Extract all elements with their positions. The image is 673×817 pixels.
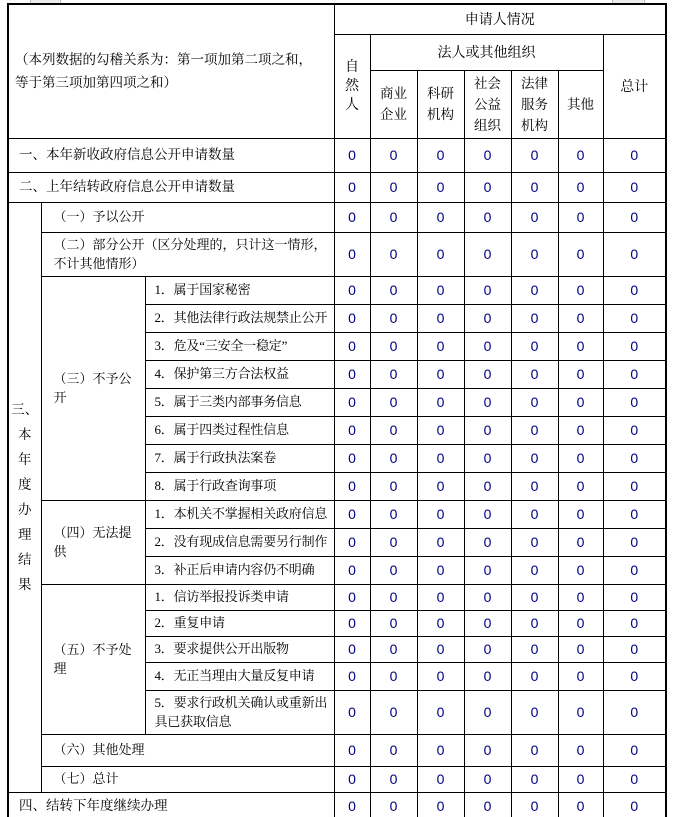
value-cell: 0 [511,172,558,202]
item-label: 2．重复申请 [145,610,334,636]
value-cell: 0 [558,734,603,766]
value-cell: 0 [603,388,666,416]
value-cell: 0 [603,636,666,662]
header-row-1 [8,4,666,34]
value-cell: 0 [334,766,370,792]
value-cell: 0 [370,202,417,232]
value-cell: 0 [511,472,558,500]
row-two-label: 二、上年结转政府信息公开申请数量 [8,172,334,202]
col-header-total: 总计 [603,34,666,138]
report-table [7,3,667,817]
table-row [8,276,666,304]
value-cell: 0 [603,792,666,817]
value-cell: 0 [511,528,558,556]
value-cell: 0 [603,556,666,584]
value-cell: 0 [603,584,666,610]
value-cell: 0 [558,388,603,416]
value-cell: 0 [370,636,417,662]
value-cell: 0 [334,388,370,416]
value-cell: 0 [334,690,370,734]
value-cell: 0 [558,584,603,610]
value-cell: 0 [334,792,370,817]
value-cell: 0 [370,416,417,444]
value-cell: 0 [603,444,666,472]
value-cell: 0 [464,332,511,360]
value-cell: 0 [511,304,558,332]
value-cell: 0 [417,472,464,500]
value-cell: 0 [603,172,666,202]
value-cell: 0 [417,360,464,388]
value-cell: 0 [334,332,370,360]
value-cell: 0 [370,528,417,556]
value-cell: 0 [511,556,558,584]
value-cell: 0 [417,556,464,584]
value-cell: 0 [370,276,417,304]
value-cell: 0 [511,766,558,792]
value-cell: 0 [558,202,603,232]
value-cell: 0 [558,360,603,388]
item-label: 2．没有现成信息需要另行制作 [145,528,334,556]
value-cell: 0 [334,304,370,332]
table-body [8,138,666,817]
value-cell: 0 [417,232,464,276]
value-cell: 0 [603,734,666,766]
value-cell: 0 [558,662,603,690]
table-row [8,232,666,276]
value-cell: 0 [558,792,603,817]
legal-org-header: 法人或其他组织 [370,34,603,70]
value-cell: 0 [558,172,603,202]
item-label: 3．补正后申请内容仍不明确 [145,556,334,584]
value-cell: 0 [603,416,666,444]
value-cell: 0 [417,610,464,636]
value-cell: 0 [558,276,603,304]
value-cell: 0 [370,388,417,416]
value-cell: 0 [417,636,464,662]
value-cell: 0 [334,444,370,472]
section-three-label: 三、 本 年 度 办 理 结 果 [8,202,41,792]
value-cell: 0 [334,662,370,690]
item-label: 5．要求行政机关确认或重新出具已获取信息 [145,690,334,734]
value-cell: 0 [334,472,370,500]
table-row [8,734,666,766]
col-header-natural-person: 自 然 人 [334,34,370,138]
col-header-commercial: 商业企业 [370,70,417,138]
value-cell: 0 [334,138,370,172]
value-cell: 0 [464,766,511,792]
value-cell: 0 [558,444,603,472]
value-cell: 0 [417,138,464,172]
group-label: （六）其他处理 [41,734,334,766]
group-label: （二）部分公开（区分处理的，只计这一情形，不计其他情形） [41,232,334,276]
value-cell: 0 [558,766,603,792]
value-cell: 0 [464,690,511,734]
table-row [8,172,666,202]
value-cell: 0 [334,232,370,276]
value-cell: 0 [603,472,666,500]
value-cell: 0 [464,472,511,500]
value-cell: 0 [603,528,666,556]
item-label: 4．保护第三方合法权益 [145,360,334,388]
item-label: 7．属于行政执法案卷 [145,444,334,472]
value-cell: 0 [511,444,558,472]
value-cell: 0 [334,610,370,636]
value-cell: 0 [370,444,417,472]
table-row [8,202,666,232]
value-cell: 0 [558,556,603,584]
group-label: （三）不予公开 [41,276,145,500]
value-cell: 0 [464,528,511,556]
value-cell: 0 [558,138,603,172]
value-cell: 0 [603,766,666,792]
value-cell: 0 [511,202,558,232]
value-cell: 0 [464,636,511,662]
value-cell: 0 [464,172,511,202]
value-cell: 0 [464,232,511,276]
value-cell: 0 [334,360,370,388]
value-cell: 0 [334,202,370,232]
col-header-other: 其他 [558,70,603,138]
value-cell: 0 [417,202,464,232]
item-label: 1．本机关不掌握相关政府信息 [145,500,334,528]
value-cell: 0 [603,138,666,172]
value-cell: 0 [370,304,417,332]
value-cell: 0 [511,610,558,636]
value-cell: 0 [417,332,464,360]
item-label: 3．危及“三安全一稳定” [145,332,334,360]
value-cell: 0 [511,360,558,388]
table-row [8,766,666,792]
value-cell: 0 [417,766,464,792]
value-cell: 0 [370,138,417,172]
value-cell: 0 [417,690,464,734]
value-cell: 0 [417,276,464,304]
value-cell: 0 [370,584,417,610]
value-cell: 0 [370,172,417,202]
value-cell: 0 [464,584,511,610]
value-cell: 0 [370,766,417,792]
item-label: 1．属于国家秘密 [145,276,334,304]
value-cell: 0 [464,202,511,232]
item-label: 2．其他法律行政法规禁止公开 [145,304,334,332]
value-cell: 0 [511,500,558,528]
value-cell: 0 [370,792,417,817]
note-line-2: 等于第三项加第四项之和） [15,75,177,91]
item-label: 1．信访举报投诉类申请 [145,584,334,610]
value-cell: 0 [370,500,417,528]
col-header-research: 科研机构 [417,70,464,138]
item-label: 3．要求提供公开出版物 [145,636,334,662]
value-cell: 0 [417,662,464,690]
value-cell: 0 [464,138,511,172]
value-cell: 0 [464,556,511,584]
value-cell: 0 [370,556,417,584]
value-cell: 0 [417,528,464,556]
value-cell: 0 [464,276,511,304]
col-header-social-welfare: 社会公益组织 [464,70,511,138]
value-cell: 0 [464,792,511,817]
item-label: 5．属于三类内部事务信息 [145,388,334,416]
table-row [8,792,666,817]
table-row [8,138,666,172]
value-cell: 0 [417,304,464,332]
value-cell: 0 [370,232,417,276]
value-cell: 0 [464,388,511,416]
value-cell: 0 [417,584,464,610]
row-one-label: 一、本年新收政府信息公开申请数量 [8,138,334,172]
table-row [8,584,666,610]
value-cell: 0 [370,734,417,766]
value-cell: 0 [370,662,417,690]
value-cell: 0 [464,416,511,444]
value-cell: 0 [558,304,603,332]
value-cell: 0 [464,444,511,472]
value-cell: 0 [334,584,370,610]
value-cell: 0 [417,388,464,416]
value-cell: 0 [603,662,666,690]
value-cell: 0 [334,734,370,766]
value-cell: 0 [558,332,603,360]
value-cell: 0 [603,202,666,232]
value-cell: 0 [370,332,417,360]
value-cell: 0 [417,444,464,472]
value-cell: 0 [334,556,370,584]
value-cell: 0 [464,304,511,332]
value-cell: 0 [558,472,603,500]
value-cell: 0 [334,172,370,202]
value-cell: 0 [511,276,558,304]
value-cell: 0 [417,734,464,766]
note-cell [8,4,334,138]
applicant-header: 申请人情况 [334,4,666,34]
value-cell: 0 [370,610,417,636]
value-cell: 0 [603,304,666,332]
group-label: （四）无法提供 [41,500,145,584]
value-cell: 0 [464,360,511,388]
value-cell: 0 [603,500,666,528]
value-cell: 0 [558,416,603,444]
item-label: 6．属于四类过程性信息 [145,416,334,444]
value-cell: 0 [464,662,511,690]
value-cell: 0 [417,416,464,444]
group-label: （七）总计 [41,766,334,792]
value-cell: 0 [334,416,370,444]
value-cell: 0 [417,172,464,202]
value-cell: 0 [558,690,603,734]
group-label: （五）不予处理 [41,584,145,734]
value-cell: 0 [334,528,370,556]
value-cell: 0 [417,792,464,817]
value-cell: 0 [370,360,417,388]
value-cell: 0 [334,276,370,304]
value-cell: 0 [558,636,603,662]
value-cell: 0 [511,690,558,734]
value-cell: 0 [603,360,666,388]
value-cell: 0 [558,610,603,636]
value-cell: 0 [511,662,558,690]
group-label: （一）予以公开 [41,202,334,232]
value-cell: 0 [603,610,666,636]
value-cell: 0 [511,636,558,662]
value-cell: 0 [464,500,511,528]
value-cell: 0 [603,276,666,304]
value-cell: 0 [334,500,370,528]
value-cell: 0 [417,500,464,528]
value-cell: 0 [511,734,558,766]
value-cell: 0 [334,636,370,662]
item-label: 4．无正当理由大量反复申请 [145,662,334,690]
value-cell: 0 [511,416,558,444]
value-cell: 0 [511,792,558,817]
value-cell: 0 [511,584,558,610]
value-cell: 0 [603,332,666,360]
value-cell: 0 [511,232,558,276]
note-line-1: （本列数据的勾稽关系为：第一项加第二项之和， [15,51,312,67]
value-cell: 0 [558,232,603,276]
value-cell: 0 [511,388,558,416]
table-row [8,500,666,528]
col-header-legal-service: 法律服务机构 [511,70,558,138]
value-cell: 0 [464,610,511,636]
row-four-label: 四、结转下年度继续办理 [8,792,334,817]
value-cell: 0 [603,690,666,734]
value-cell: 0 [370,690,417,734]
value-cell: 0 [464,734,511,766]
value-cell: 0 [511,332,558,360]
value-cell: 0 [558,528,603,556]
value-cell: 0 [511,138,558,172]
value-cell: 0 [558,500,603,528]
value-cell: 0 [370,472,417,500]
item-label: 8．属于行政查询事项 [145,472,334,500]
value-cell: 0 [603,232,666,276]
